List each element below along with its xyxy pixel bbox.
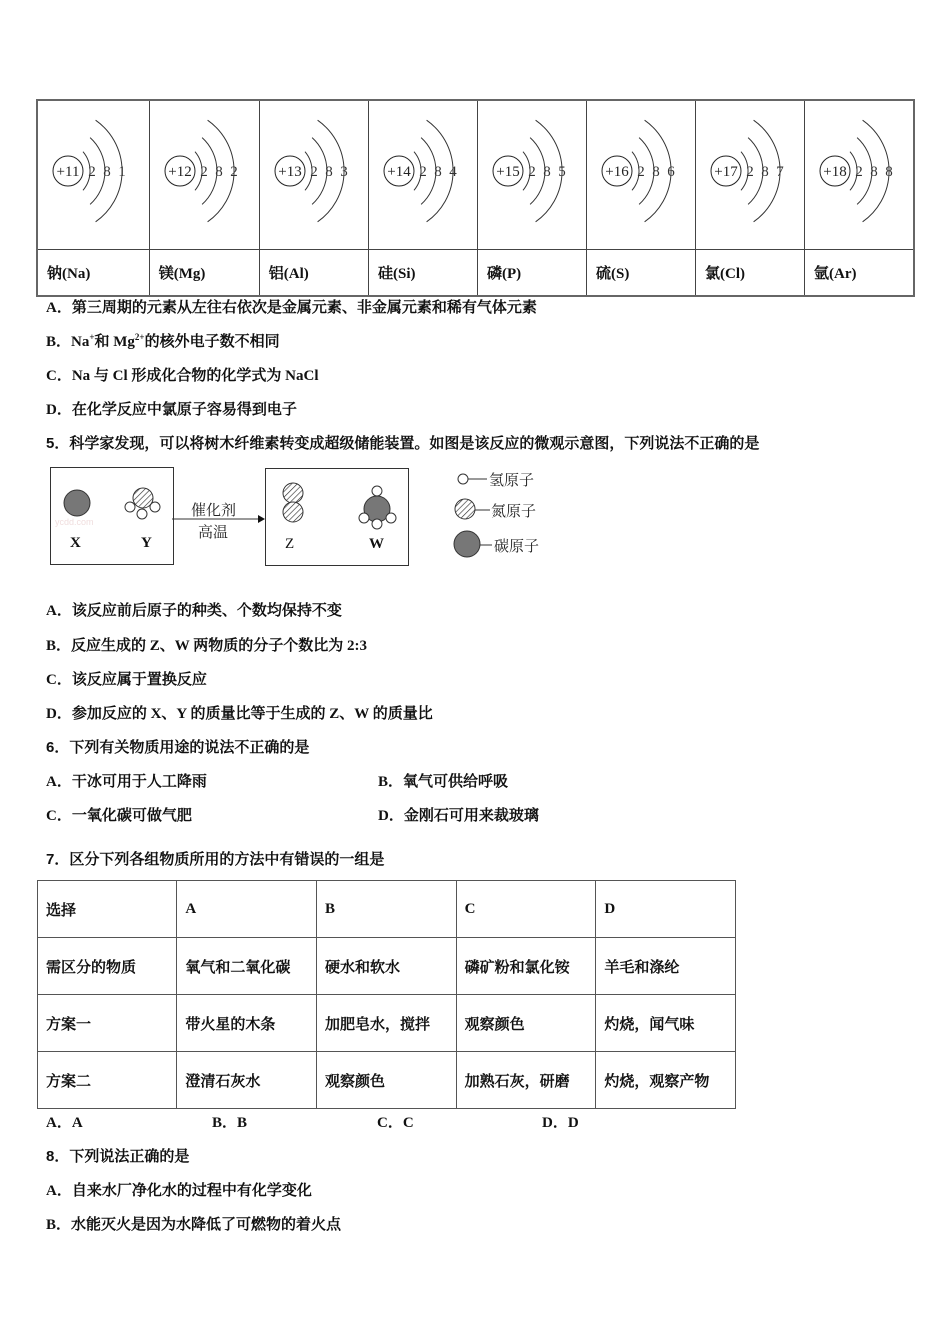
table-cell: D: [596, 881, 736, 938]
label-x: X: [70, 535, 81, 551]
condition-high-temp: 高温: [198, 523, 229, 541]
svg-text:+12: +12: [168, 164, 192, 180]
table-cell: 硬水和软水: [317, 938, 457, 995]
svg-text:2: 2: [310, 164, 318, 180]
svg-text:8: 8: [652, 164, 660, 180]
table-cell: A: [177, 881, 317, 938]
q5-option-c[interactable]: C．该反应属于置换反应: [46, 672, 207, 688]
svg-text:1: 1: [118, 164, 126, 180]
svg-text:8: 8: [761, 164, 769, 180]
label-w: W: [369, 536, 384, 552]
svg-text:+11: +11: [56, 164, 80, 180]
table-cell: 方案一: [38, 995, 177, 1052]
q7-answer-d[interactable]: D．D: [542, 1115, 579, 1131]
table-cell: 带火星的木条: [177, 995, 317, 1052]
svg-text:8: 8: [543, 164, 551, 180]
table-cell: 氧气和二氧化碳: [177, 938, 317, 995]
table-cell: 选择: [38, 881, 177, 938]
q5-option-b[interactable]: B．反应生成的 Z、W 两物质的分子个数比为 2:3: [46, 638, 367, 654]
svg-text:8: 8: [885, 164, 893, 180]
svg-text:3: 3: [340, 164, 348, 180]
table-cell: C: [456, 881, 596, 938]
svg-text:2: 2: [88, 164, 96, 180]
q6-option-b[interactable]: B．氧气可供给呼吸: [378, 774, 509, 790]
condition-catalyst: 催化剂: [191, 501, 237, 519]
legend-carbon-label: 碳原子: [494, 537, 540, 555]
q4-option-d[interactable]: D．在化学反应中氯原子容易得到电子: [46, 402, 297, 418]
svg-text:+16: +16: [605, 164, 629, 180]
table-cell: 观察颜色: [317, 1052, 457, 1109]
svg-text:2: 2: [200, 164, 208, 180]
svg-text:5: 5: [558, 164, 566, 180]
molecule-y-ammonia-icon: [125, 488, 160, 519]
element-name: 硅(Si): [369, 250, 478, 297]
table-cell: 澄清石灰水: [177, 1052, 317, 1109]
q5-stem: 5．科学家发现，可以将树木纤维素转变成超级储能装置。如图是该反应的微观示意图，下列说法不正确的是: [46, 435, 760, 452]
watermark: ycdd.com: [55, 517, 94, 527]
element-name: 镁(Mg): [149, 250, 259, 297]
q4-option-c[interactable]: C．Na 与 Cl 形成化合物的化学式为 NaCl: [46, 368, 319, 384]
table-cell: 加熟石灰，研磨: [456, 1052, 596, 1109]
q4-option-b[interactable]: B．Na+和 $Mg^{2+}$的核外电子数不相同: [46, 332, 280, 350]
legend-nitrogen-label: 氮原子: [491, 502, 537, 520]
table-cell: 羊毛和涤纶: [596, 938, 736, 995]
element-name: 氯(Cl): [696, 250, 805, 297]
element-name: 磷(P): [478, 250, 587, 297]
legend-carbon-icon: [454, 531, 492, 557]
q8-option-a[interactable]: A．自来水厂净化水的过程中有化学变化: [46, 1183, 312, 1199]
q7-answer-a[interactable]: A．A: [46, 1115, 83, 1131]
q7-answer-c[interactable]: C．C: [377, 1115, 414, 1131]
element-name: 硫(S): [587, 250, 696, 297]
svg-text:2: 2: [528, 164, 536, 180]
table-row: [38, 995, 736, 1052]
atom-cell: [587, 100, 696, 250]
q5-option-a[interactable]: A．该反应前后原子的种类、个数均保持不变: [46, 603, 342, 619]
q5-option-d[interactable]: D．参加反应的 X、Y 的质量比等于生成的 Z、W 的质量比: [46, 706, 433, 722]
molecule-w-methane-icon: [359, 486, 396, 529]
atom-structure-icon: [591, 105, 695, 245]
q4-option-a[interactable]: A．第三周期的元素从左往右依次是金属元素、非金属元素和稀有气体元素: [46, 300, 537, 316]
element-name: 氩(Ar): [805, 250, 915, 297]
svg-text:2: 2: [746, 164, 754, 180]
table-row: [38, 1052, 736, 1109]
q8-option-b[interactable]: B．水能灭火是因为水降低了可燃物的着火点: [46, 1217, 342, 1233]
legend-nitrogen-icon: [455, 499, 490, 519]
svg-text:+14: +14: [387, 164, 411, 180]
q8-stem: 8．下列说法正确的是: [46, 1148, 190, 1165]
table-cell: 灼烧，闻气味: [596, 995, 736, 1052]
svg-text:8: 8: [215, 164, 223, 180]
svg-text:8: 8: [103, 164, 111, 180]
legend-hydrogen-icon: [458, 474, 487, 484]
q7-stem: 7．区分下列各组物质所用的方法中有错误的一组是: [46, 851, 385, 868]
table-row: [38, 881, 736, 938]
table-cell: 加肥皂水，搅拌: [317, 995, 457, 1052]
q7-answer-b[interactable]: B．B: [212, 1115, 248, 1131]
atom-structure-icon: [700, 105, 804, 245]
label-y: Y: [141, 535, 152, 551]
element-name: 钠(Na): [37, 250, 149, 297]
q6-stem: 6．下列有关物质用途的说法不正确的是: [46, 739, 310, 756]
svg-text:6: 6: [667, 164, 675, 180]
table-cell: B: [317, 881, 457, 938]
q6-option-a[interactable]: A．干冰可用于人工降雨: [46, 774, 207, 790]
svg-text:+18: +18: [823, 164, 847, 180]
svg-text:8: 8: [325, 164, 333, 180]
q6-option-c[interactable]: C．一氧化碳可做气肥: [46, 808, 192, 824]
label-z: Z: [285, 536, 295, 552]
q7-table: [37, 880, 736, 1109]
svg-text:+15: +15: [496, 164, 520, 180]
atom-cell: [696, 100, 805, 250]
q6-option-d[interactable]: D．金刚石可用来裁玻璃: [378, 808, 539, 824]
table-cell: 灼烧，观察产物: [596, 1052, 736, 1109]
molecule-z-nitrogen-icon: [283, 483, 303, 522]
table-cell: 磷矿粉和氯化铵: [456, 938, 596, 995]
atom-cell: [805, 100, 915, 250]
svg-text:7: 7: [776, 164, 784, 180]
table-cell: 观察颜色: [456, 995, 596, 1052]
svg-text:4: 4: [449, 164, 457, 180]
molecule-x-carbon-icon: [64, 490, 90, 516]
atom-structure-icon: [809, 105, 913, 245]
svg-text:8: 8: [434, 164, 442, 180]
svg-text:2: 2: [230, 164, 238, 180]
svg-text:2: 2: [637, 164, 645, 180]
table-cell: 方案二: [38, 1052, 177, 1109]
table-cell: 需区分的物质: [38, 938, 177, 995]
svg-text:2: 2: [855, 164, 863, 180]
svg-text:+13: +13: [278, 164, 302, 180]
svg-text:2: 2: [419, 164, 427, 180]
svg-text:8: 8: [870, 164, 878, 180]
element-name: 铝(Al): [259, 250, 368, 297]
legend-hydrogen-label: 氢原子: [489, 471, 535, 489]
svg-text:+17: +17: [714, 164, 738, 180]
table-row: [38, 938, 736, 995]
